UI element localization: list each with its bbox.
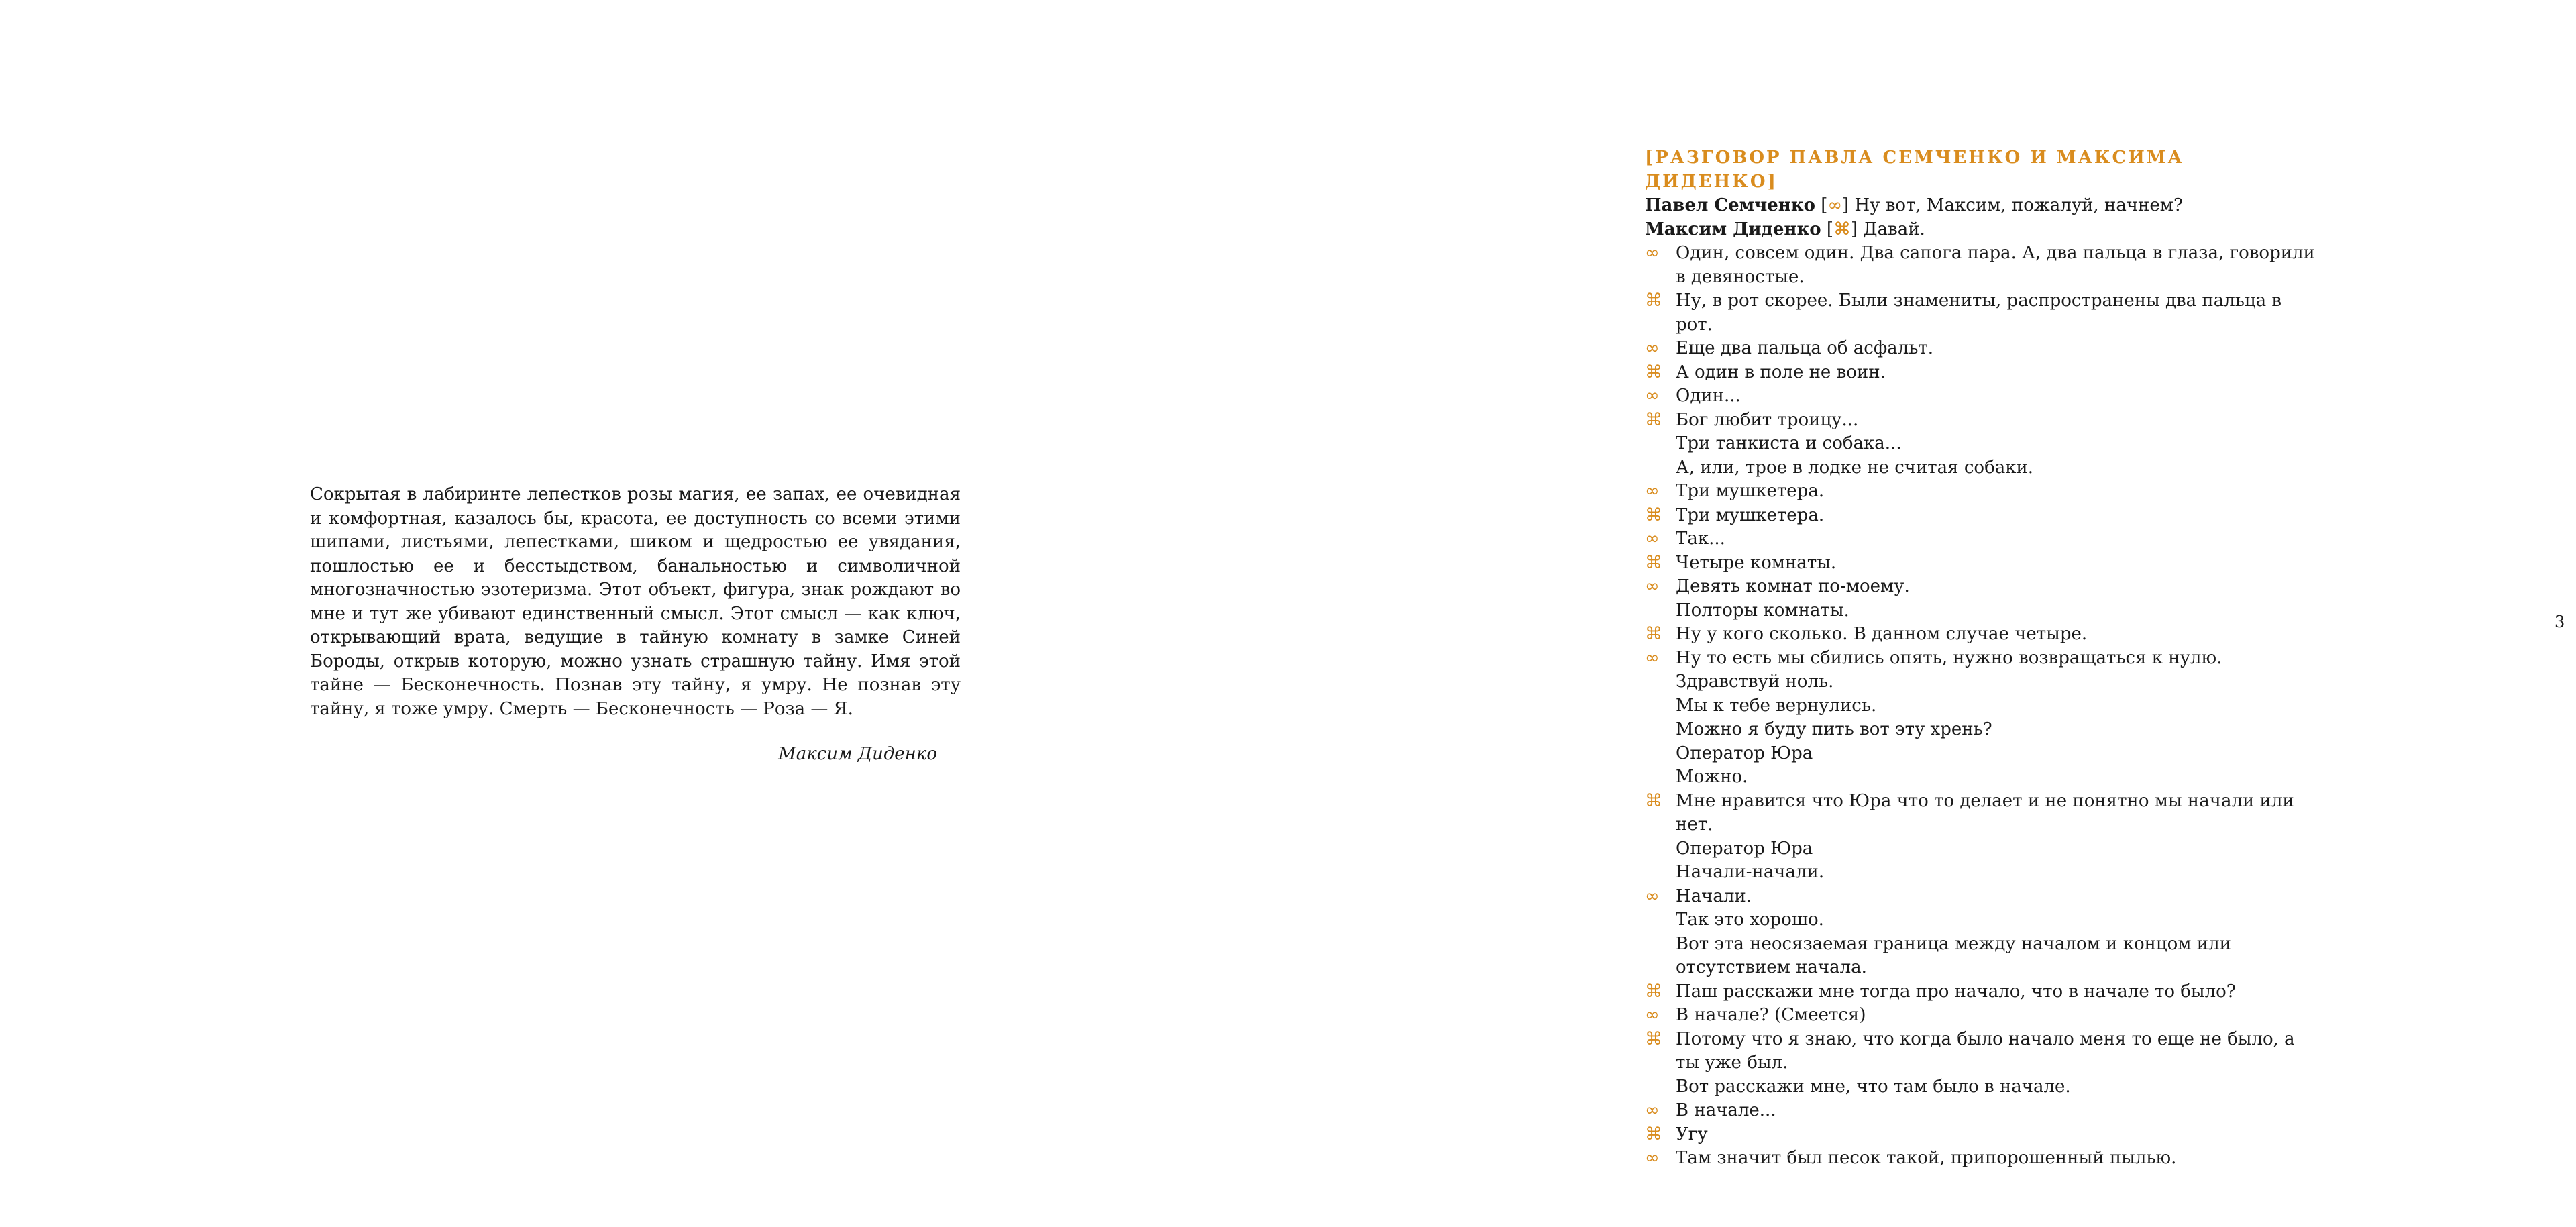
speaker-name: Павел Семченко (1645, 195, 1815, 215)
dialogue-line-text: Четыре комнаты. (1676, 552, 1837, 573)
dialogue-line (1645, 718, 2316, 742)
speaker-name: Максим Диденко (1645, 219, 1821, 239)
infinity-icon: ∞ (1645, 1100, 1660, 1120)
dialogue-line (1645, 742, 2316, 766)
dialogue-line-text: Мы к тебе вернулись. (1676, 695, 1877, 716)
dialogue-line-text: Здравствуй ноль. (1676, 672, 1834, 692)
dialogue-line-text: Вот расскажи мне, что там было в начале. (1676, 1076, 2071, 1097)
dialogue-line-text: Потому что я знаю, что когда было начало меня то еще не было, а ты уже был. (1676, 1028, 2295, 1073)
dialogue-line (1645, 790, 2316, 837)
speaker-intro-text: Давай. (1863, 219, 1925, 239)
dialogue-line (1645, 861, 2316, 885)
bracket-open: [ (1821, 219, 1833, 239)
dialogue-line-text: Угу (1676, 1124, 1708, 1144)
dialogue-line (1645, 765, 2316, 790)
dialogue-line-text: Начали. (1676, 886, 1752, 906)
dialogue-line-text: В начале? (Смеется) (1676, 1005, 1866, 1025)
speaker-intro-text: Ну вот, Максим, пожалуй, начнем? (1854, 195, 2183, 215)
command-icon: ⌘ (1645, 624, 1662, 644)
dialogue-line-text: Бог любит троицу... (1676, 409, 1859, 430)
dialogue-line (1645, 480, 2316, 504)
command-icon: ⌘ (1645, 1028, 1662, 1049)
infinity-icon: ∞ (1827, 195, 1843, 215)
dialogue-line-text: Можно. (1676, 767, 1748, 787)
dialogue-line (1645, 289, 2316, 337)
dialogue-line (1645, 623, 2316, 647)
dialogue-line (1645, 1004, 2316, 1028)
speaker-intro-maxim (1645, 218, 2316, 242)
dialogue-line (1645, 409, 2316, 433)
dialogue-line (1645, 361, 2316, 385)
dialogue-line (1645, 980, 2316, 1004)
dialogue-line-text: В начале... (1676, 1100, 1776, 1120)
dialogue-line-text: Один... (1676, 386, 1741, 406)
dialogue-lines (1645, 242, 2316, 1171)
bracket-close: ] (1842, 195, 1855, 215)
command-icon: ⌘ (1833, 219, 1851, 239)
infinity-icon: ∞ (1645, 576, 1660, 596)
dialogue (1645, 146, 2316, 1171)
dialogue-line (1645, 1123, 2316, 1147)
essay-author: Максим Диденко (778, 744, 937, 764)
dialogue-line (1645, 670, 2316, 694)
infinity-icon: ∞ (1645, 647, 1660, 668)
dialogue-line-text: Полторы комнаты. (1676, 600, 1849, 621)
dialogue-line (1645, 504, 2316, 528)
dialogue-line-text: Оператор Юра (1676, 838, 1813, 859)
dialogue-line (1645, 242, 2316, 289)
dialogue-line-text: Один, совсем один. Два сапога пара. А, два пальца в глаза, говорили в девяностые. (1676, 243, 2315, 287)
dialogue-line-text: Три мушкетера. (1676, 481, 1825, 501)
infinity-icon: ∞ (1645, 1005, 1660, 1025)
bracket-open: [ (1815, 195, 1828, 215)
dialogue-line (1645, 432, 2316, 456)
dialogue-line (1645, 885, 2316, 909)
right-page (1288, 0, 2576, 1227)
infinity-icon: ∞ (1645, 338, 1660, 358)
dialogue-line-text: Так это хорошо. (1676, 910, 1824, 930)
dialogue-line (1645, 575, 2316, 599)
dialogue-line (1645, 1075, 2316, 1100)
infinity-icon: ∞ (1645, 481, 1660, 501)
dialogue-line-text: Ну у кого сколько. В данном случае четыре. (1676, 624, 2088, 644)
dialogue-line-text: Оператор Юра (1676, 743, 1813, 763)
dialogue-line-text: Паш расскажи мне тогда про начало, что в начале то было? (1676, 981, 2236, 1002)
speaker-intro-pavel (1645, 194, 2316, 218)
dialogue-line (1645, 384, 2316, 409)
infinity-icon: ∞ (1645, 386, 1660, 406)
dialogue-line-text: А один в поле не воин. (1676, 362, 1886, 382)
dialogue-line (1645, 456, 2316, 480)
bracket-close: ] (1851, 219, 1864, 239)
dialogue-line (1645, 908, 2316, 932)
dialogue-line-text: Еще два пальца об асфальт. (1676, 338, 1934, 358)
dialogue-line (1645, 647, 2316, 671)
command-icon: ⌘ (1645, 409, 1662, 430)
dialogue-line-text: Ну, в рот скорее. Были знамениты, распространены два пальца в рот. (1676, 290, 2282, 335)
dialogue-line (1645, 337, 2316, 361)
command-icon: ⌘ (1645, 790, 1662, 811)
dialogue-line (1645, 837, 2316, 861)
infinity-icon: ∞ (1645, 529, 1660, 549)
command-icon: ⌘ (1645, 981, 1662, 1002)
dialogue-line (1645, 527, 2316, 551)
dialogue-line (1645, 694, 2316, 718)
dialogue-line-text: Три танкиста и собака... (1676, 433, 1902, 454)
dialogue-line-text: А, или, трое в лодке не считая собаки. (1676, 457, 2034, 478)
command-icon: ⌘ (1645, 1124, 1662, 1144)
infinity-icon: ∞ (1645, 243, 1660, 263)
infinity-icon: ∞ (1645, 1148, 1660, 1168)
dialogue-line-text: Девять комнат по-моему. (1676, 576, 1910, 596)
dialogue-line-text: Вот эта неосязаемая граница между началом и концом или отсутствием начала. (1676, 933, 2231, 977)
infinity-icon: ∞ (1645, 886, 1660, 906)
dialogue-line-text: Ну то есть мы сбились опять, нужно возвращаться к нулю. (1676, 647, 2222, 668)
dialogue-line (1645, 1028, 2316, 1075)
dialogue-line (1645, 1099, 2316, 1123)
dialogue-line (1645, 932, 2316, 980)
dialogue-line (1645, 1146, 2316, 1171)
dialogue-line-text: Можно я буду пить вот эту хрень? (1676, 719, 1992, 739)
dialogue-line-text: Три мушкетера. (1676, 504, 1825, 525)
dialogue-line-text: Начали-начали. (1676, 862, 1825, 882)
essay-text: Сокрытая в лабиринте лепестков розы магия, ее запах, ее очевидная и комфортная, казалось бы, красота, ее доступность со всеми этими шипами, листьями, лепестками, шиком и щедростью ее увядания, пошлостью ее и бесстыдством, банальностью и символичной многозначностью эзотеризма. Этот объект, фигура, знак рождают во мне и тут же убивают единственный смысл. Этот смысл — как ключ, открывающий врата, ведущие в тайную комнату в замке Синей Бороды, открыв которую, можно узнать страшную тайну. Имя этой тайне — Бесконечность. Познав эту тайну, я умру. Не познав эту тайну, я тоже умру. Смерть — Бесконечность — Роза — Я. (310, 484, 961, 719)
command-icon: ⌘ (1645, 552, 1662, 573)
dialogue-line-text: Там значит был песок такой, припорошенный пылью. (1676, 1148, 2177, 1168)
command-icon: ⌘ (1645, 504, 1662, 525)
dialogue-line-text: Мне нравится что Юра что то делает и не понятно мы начали или нет. (1676, 790, 2294, 835)
command-icon: ⌘ (1645, 290, 1662, 311)
command-icon: ⌘ (1645, 362, 1662, 382)
dialogue-line-text: Так... (1676, 529, 1725, 549)
dialogue-line (1645, 599, 2316, 623)
page-number: 3 (2555, 612, 2565, 631)
dialogue-title: [РАЗГОВОР ПАВЛА СЕМЧЕНКО И МАКСИМА ДИДЕНКО] (1645, 148, 2184, 192)
dialogue-line (1645, 551, 2316, 576)
